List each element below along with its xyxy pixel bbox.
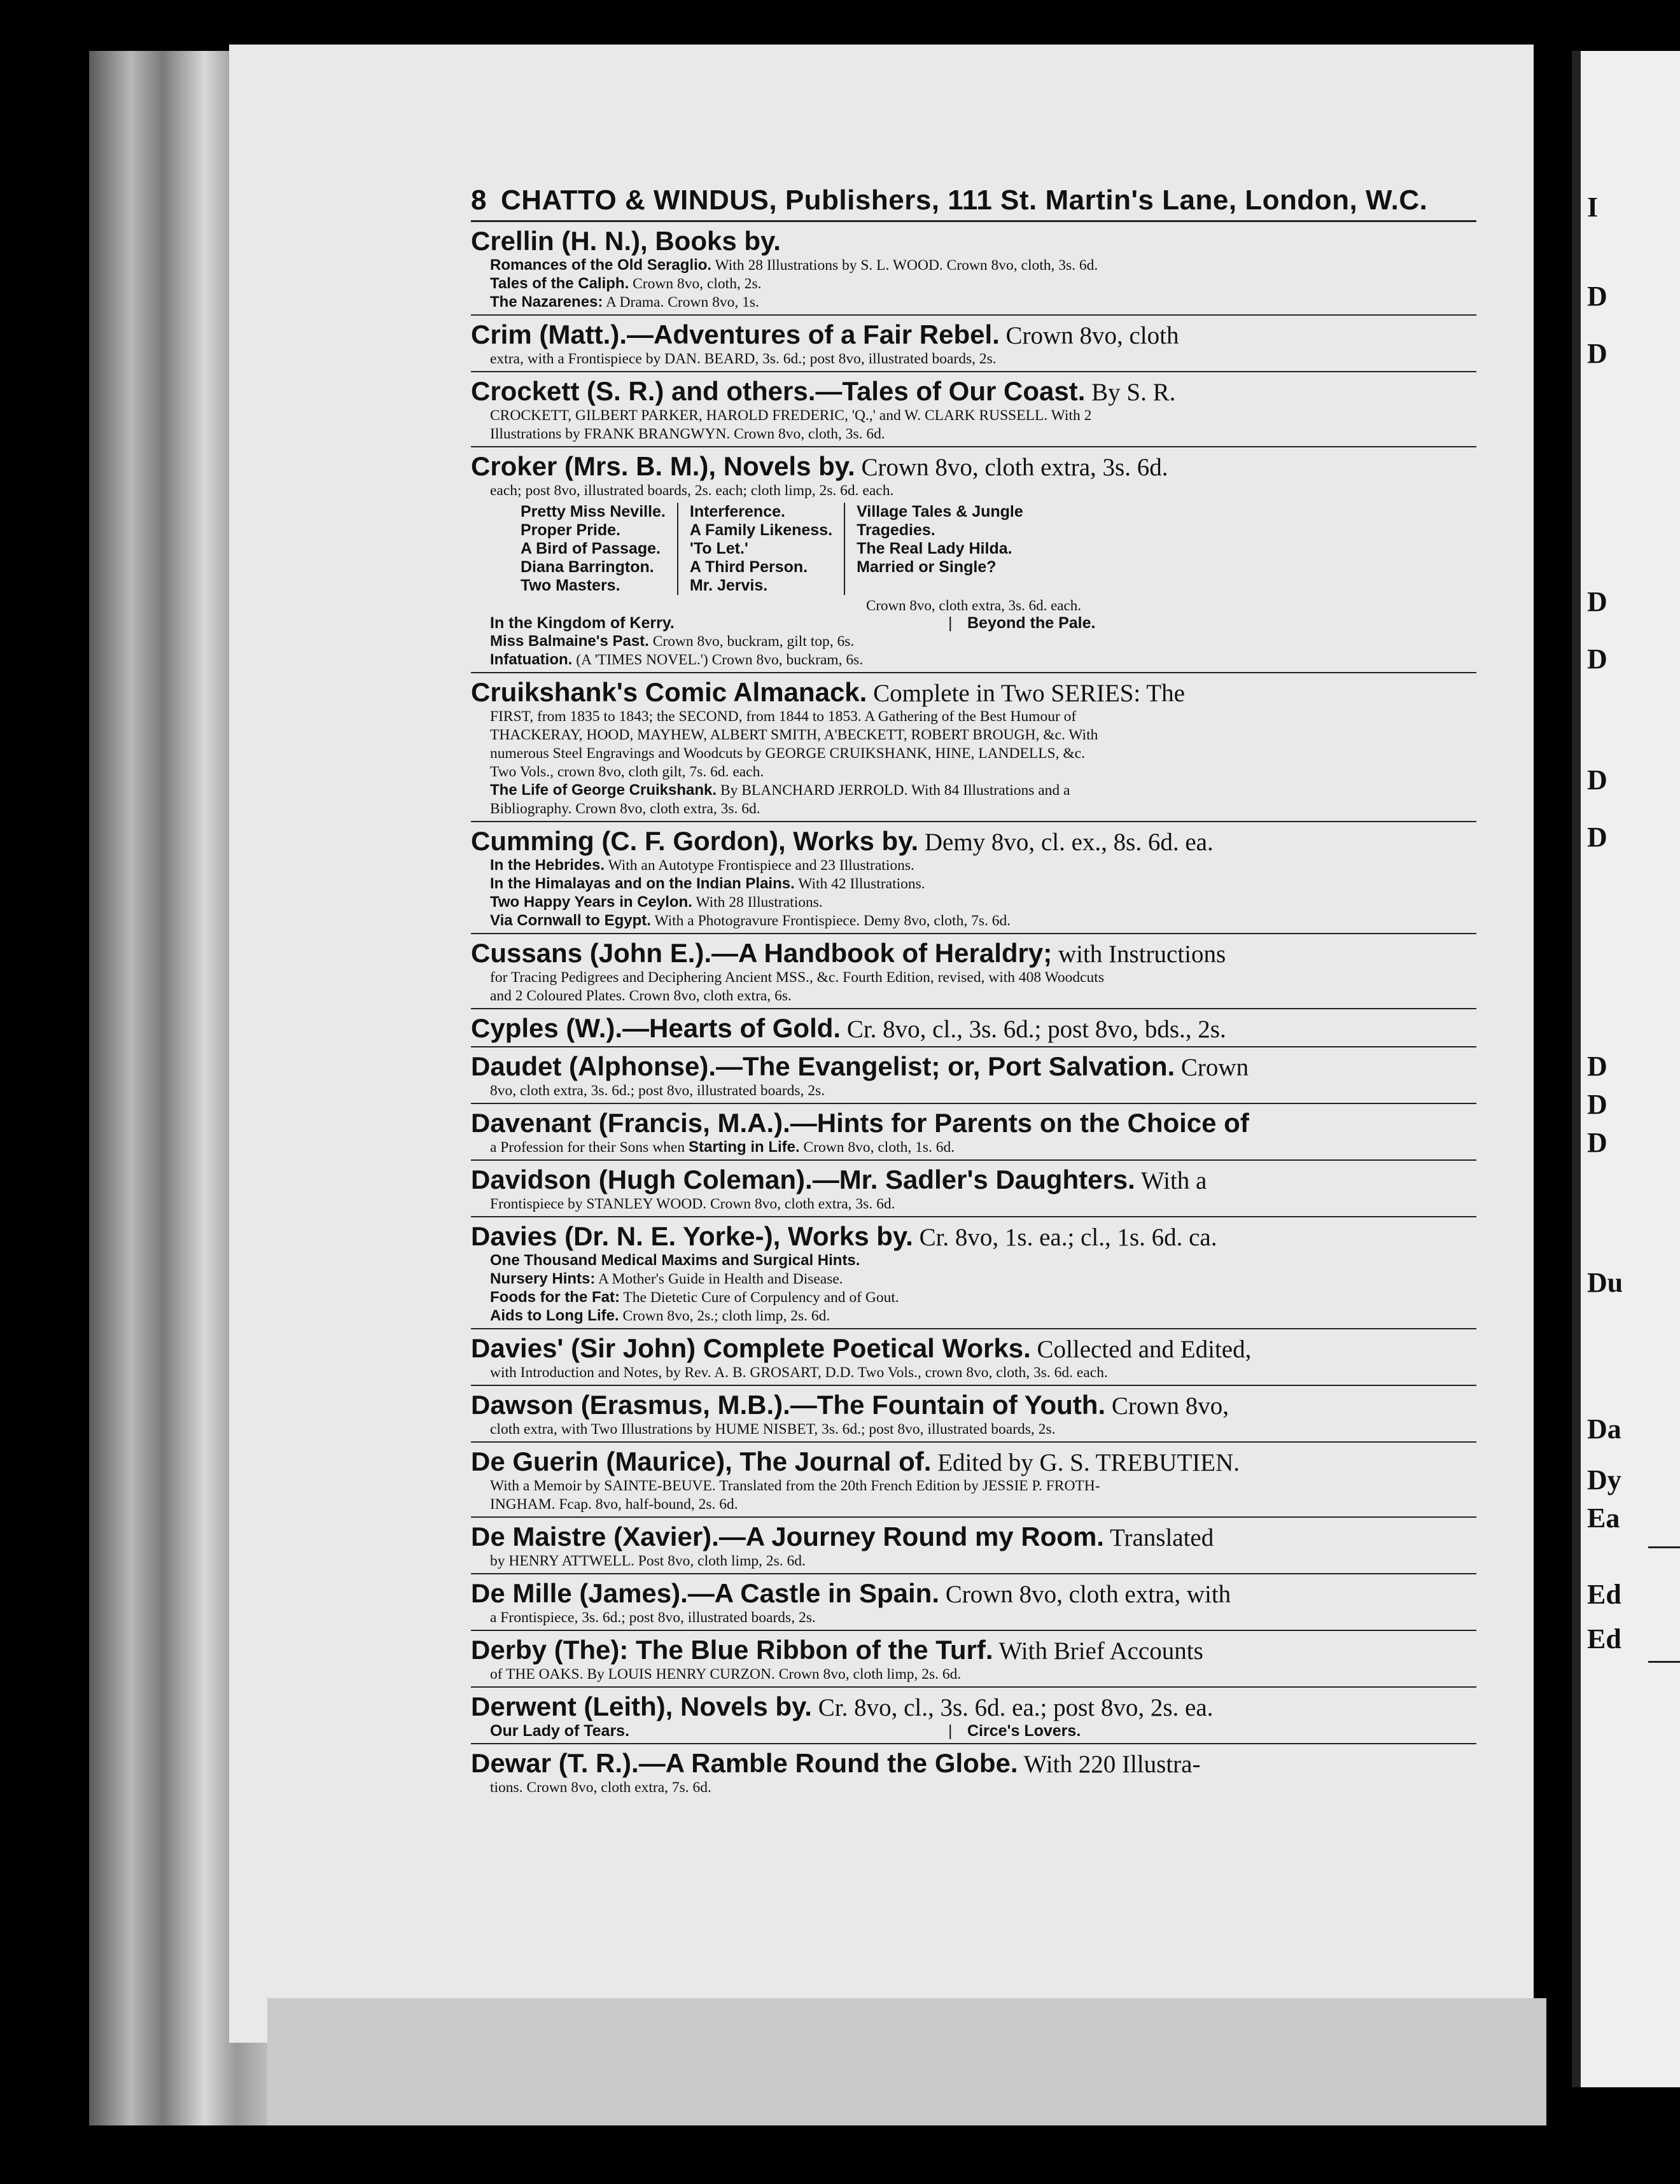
entry-heading (471, 1446, 1476, 1477)
page-shadow (267, 1998, 1546, 2125)
book-title: Via Cornwall to Egypt. (490, 912, 651, 929)
entry-detail-line (471, 1665, 1476, 1684)
entry-heading (471, 1748, 1476, 1779)
book-title: Foods for the Fat: (490, 1289, 620, 1306)
entry-heading-price: Crown 8vo, (1105, 1392, 1229, 1420)
detail-text: a Profession for their Sons when (490, 1139, 689, 1156)
entry-detail-line (471, 893, 1476, 912)
book-title: Nursery Hints: (490, 1270, 596, 1287)
entry-detail-line (471, 633, 1476, 651)
novel-title: Two Masters. (521, 577, 620, 594)
entry-detail-line (471, 987, 1476, 1005)
entry-heading (471, 677, 1476, 708)
entry-detail-line (471, 1195, 1476, 1214)
entry-heading (471, 1578, 1476, 1609)
facing-page-fragment: D (1587, 281, 1607, 312)
catalogue-entry (471, 447, 1476, 673)
novel-title: Our Lady of Tears. (490, 1722, 630, 1740)
detail-text: 8vo, cloth extra, 3s. 6d.; post 8vo, illustrated boards, 2s. (490, 1082, 825, 1099)
entry-heading-price: Crown 8vo, cloth (999, 322, 1179, 349)
title-column (844, 503, 1035, 595)
entry-heading-price: Cr. 8vo, 1s. ea.; cl., 1s. 6d. ca. (913, 1224, 1217, 1251)
facing-page-fragment: D (1587, 1051, 1607, 1082)
entry-detail-line (471, 1477, 1476, 1495)
novel-title: Tragedies. (857, 521, 935, 539)
catalogue-entry (471, 222, 1476, 316)
book-title: Aids to Long Life. (490, 1307, 619, 1324)
book-title: One Thousand Medical Maxims and Surgical Hints. (490, 1252, 860, 1269)
entry-heading-price: Cr. 8vo, cl., 3s. 6d.; post 8vo, bds., 2s. (841, 1016, 1226, 1043)
entry-detail-line (471, 1307, 1476, 1326)
entry-detail-line (471, 1138, 1476, 1157)
facing-page-fragment: Ea (1587, 1502, 1620, 1534)
page-number: 8 (471, 185, 487, 216)
author-and-title: De Maistre (Xavier).—A Journey Round my Room. (471, 1522, 1104, 1551)
entry-detail-line (471, 1364, 1476, 1382)
detail-text: INGHAM. Fcap. 8vo, half-bound, 2s. 6d. (490, 1496, 738, 1513)
detail-text: by HENRY ATTWELL. Post 8vo, cloth limp, 2s. 6d. (490, 1553, 806, 1569)
detail-text: A Drama. Crown 8vo, 1s. (603, 294, 759, 311)
author-and-title: Derwent (Leith), Novels by. (471, 1691, 812, 1721)
entry-detail-line (471, 1609, 1476, 1627)
detail-text: Two Vols., crown 8vo, cloth gilt, 7s. 6d. each. (490, 764, 764, 780)
entry-heading-price: With Brief Accounts (993, 1637, 1203, 1665)
author-and-title: Cumming (C. F. Gordon), Works by. (471, 826, 919, 856)
entry-detail-line (471, 969, 1476, 987)
entry-heading-price: Collected and Edited, (1030, 1336, 1252, 1363)
facing-page-fragment: Du (1587, 1267, 1623, 1298)
entry-heading-price: With a (1135, 1167, 1207, 1194)
entry-heading (471, 1390, 1476, 1420)
title-pair (471, 1722, 1476, 1740)
detail-text: a Frontispiece, 3s. 6d.; post 8vo, illustrated boards, 2s. (490, 1609, 816, 1626)
entry-detail-line (471, 1495, 1476, 1514)
catalogue-content (471, 185, 1476, 1800)
entry-heading-price: Demy 8vo, cl. ex., 8s. 6d. ea. (918, 829, 1214, 856)
book-title: The Life of George Cruikshank. (490, 781, 717, 799)
entry-heading (471, 938, 1476, 969)
entry-heading (471, 1635, 1476, 1665)
entry-heading (471, 1165, 1476, 1195)
detail-text: With a Photogravure Frontispiece. Demy 8vo, cloth, 7s. 6d. (650, 913, 1011, 929)
header-text: CHATTO & WINDUS, Publishers, 111 St. Martin's Lane, London, W.C. (500, 185, 1428, 216)
detail-text: Crown 8vo, 2s.; cloth limp, 2s. 6d. (619, 1308, 830, 1324)
entry-heading-price: Crown 8vo, cloth extra, with (939, 1581, 1231, 1608)
catalogue-entry (471, 1518, 1476, 1574)
detail-text: With a Memoir by SAINTE-BEUVE. Translated from the 20th French Edition by JESSIE P. FROTH- (490, 1478, 1100, 1494)
entry-heading (471, 1691, 1476, 1722)
entry-detail-line (471, 1779, 1476, 1797)
detail-text: Bibliography. Crown 8vo, cloth extra, 3s. 6d. (490, 801, 760, 817)
entry-detail-line (471, 763, 1476, 781)
novel-title: Mr. Jervis. (689, 577, 768, 594)
novel-title: A Third Person. (689, 558, 808, 576)
book-title: Two Happy Years in Ceylon. (490, 893, 692, 911)
entry-heading (471, 826, 1476, 857)
book-title: Romances of the Old Seraglio. (490, 256, 712, 274)
author-and-title: Dewar (T. R.).—A Ramble Round the Globe. (471, 1748, 1018, 1778)
author-and-title: Daudet (Alphonse).—The Evangelist; or, Port Salvation. (471, 1051, 1175, 1081)
author-and-title: Davenant (Francis, M.A.).—Hints for Parents on the Choice of (471, 1108, 1249, 1138)
entry-detail-line (471, 1082, 1476, 1100)
entry-detail-line (471, 800, 1476, 818)
facing-page-fragment: D (1587, 338, 1607, 369)
detail-text: With an Autotype Frontispiece and 23 Illustrations. (605, 857, 914, 874)
facing-page-fragment: Ed (1587, 1623, 1621, 1655)
entry-heading-price: Crown 8vo, cloth extra, 3s. 6d. (855, 454, 1168, 481)
facing-page-fragment: D (1587, 1089, 1607, 1120)
author-and-title: Davies' (Sir John) Complete Poetical Works. (471, 1333, 1031, 1363)
entry-heading-price: Cr. 8vo, cl., 3s. 6d. ea.; post 8vo, 2s. ea. (811, 1694, 1214, 1721)
author-and-title: Crim (Matt.).—Adventures of a Fair Rebel. (471, 319, 1000, 349)
catalogue-entry (471, 1631, 1476, 1688)
book-title: In the Hebrides. (490, 857, 605, 874)
author-and-title: Davidson (Hugh Coleman).—Mr. Sadler's Daughters. (471, 1165, 1135, 1194)
facing-page-fragment: D (1587, 586, 1607, 617)
author-and-title: Cruikshank's Comic Almanack. (471, 677, 867, 707)
novel-title: Diana Barrington. (521, 558, 654, 576)
catalogue-entry (471, 372, 1476, 447)
catalogue-entry (471, 316, 1476, 372)
book-title: Miss Balmaine's Past. (490, 633, 649, 650)
detail-text: (A 'TIMES NOVEL.') Crown 8vo, buckram, 6s. (572, 652, 864, 668)
novel-title: Married or Single? (857, 558, 997, 576)
catalogue-entry (471, 1744, 1476, 1800)
entry-detail-line (471, 1289, 1476, 1307)
detail-text: CROCKETT, GILBERT PARKER, HAROLD FREDERIC, 'Q.,' and W. CLARK RUSSELL. With 2 (490, 407, 1092, 424)
entry-heading (471, 1333, 1476, 1364)
catalogue-entry (471, 1574, 1476, 1631)
separator: | (948, 1722, 953, 1740)
entry-detail-line (471, 350, 1476, 368)
catalogue-entry (471, 1009, 1476, 1047)
entry-detail-line (471, 275, 1476, 293)
catalogue-entry (471, 1104, 1476, 1161)
entry-heading-price: With 220 Illustra- (1018, 1751, 1201, 1778)
novel-title: The Real Lady Hilda. (857, 540, 1012, 557)
detail-text: Crown 8vo, cloth, 2s. (629, 276, 762, 292)
entry-detail-line (471, 651, 1476, 669)
facing-page-rule (1648, 1546, 1680, 1548)
entry-heading (471, 1013, 1476, 1044)
entry-heading (471, 376, 1476, 407)
author-and-title: Crockett (S. R.) and others.—Tales of Our Coast. (471, 376, 1086, 406)
entry-detail-line (471, 708, 1476, 726)
author-and-title: Croker (Mrs. B. M.), Novels by. (471, 451, 855, 481)
entry-detail-line (471, 1552, 1476, 1571)
book-title: In the Himalayas and on the Indian Plains. (490, 875, 795, 892)
detail-text: each; post 8vo, illustrated boards, 2s. each; cloth limp, 2s. 6d. each. (490, 482, 894, 499)
entry-detail-line (471, 1270, 1476, 1289)
novel-title: Village Tales & Jungle (857, 503, 1023, 521)
entry-detail-line (471, 1420, 1476, 1439)
title-column (509, 503, 677, 595)
book-title: Starting in Life. (688, 1138, 800, 1156)
catalogue-entry (471, 1386, 1476, 1443)
entry-heading-price: By S. R. (1085, 379, 1176, 406)
entry-detail-line (471, 912, 1476, 930)
novel-title: A Family Likeness. (689, 521, 833, 539)
detail-text: tions. Crown 8vo, cloth extra, 7s. 6d. (490, 1779, 711, 1796)
title-columns (509, 503, 1476, 595)
facing-page-fragment: Ed (1587, 1579, 1621, 1610)
book-title: Tales of the Caliph. (490, 275, 629, 292)
detail-text: With 42 Illustrations. (794, 876, 925, 892)
detail-text: and 2 Coloured Plates. Crown 8vo, cloth extra, 6s. (490, 988, 792, 1004)
novel-title: Circe's Lovers. (967, 1722, 1081, 1740)
detail-text: A Mother's Guide in Health and Disease. (595, 1271, 843, 1287)
entry-heading (471, 226, 1476, 256)
detail-text: The Dietetic Cure of Corpulency and of Gout. (619, 1289, 899, 1306)
entry-heading-price: Complete in Two SERIES: The (867, 680, 1185, 707)
detail-text: With 28 Illustrations. (692, 894, 823, 911)
catalogue-entry (471, 1217, 1476, 1329)
entry-detail-line (471, 875, 1476, 893)
entry-detail-line (471, 482, 1476, 500)
detail-text: FIRST, from 1835 to 1843; the SECOND, from 1844 to 1853. A Gathering of the Best Humour of (490, 708, 1077, 725)
detail-text: numerous Steel Engravings and Woodcuts by GEORGE CRUIKSHANK, HINE, LANDELLS, &c. (490, 745, 1085, 762)
entry-detail-line (471, 256, 1476, 275)
facing-page-fragment: D (1587, 1127, 1607, 1158)
entry-heading (471, 451, 1476, 482)
detail-text: THACKERAY, HOOD, MAYHEW, ALBERT SMITH, A'BECKETT, ROBERT BROUGH, &c. With (490, 727, 1098, 743)
entry-heading (471, 319, 1476, 350)
facing-page (1572, 51, 1680, 2087)
entry-heading-price: Translated (1103, 1524, 1214, 1551)
running-header (471, 185, 1476, 222)
detail-text: extra, with a Frontispiece by DAN. BEARD, 3s. 6d.; post 8vo, illustrated boards, 2s. (490, 351, 997, 367)
catalogue-entry (471, 1329, 1476, 1386)
detail-text: with Introduction and Notes, by Rev. A. B. GROSART, D.D. Two Vols., crown 8vo, cloth, 3s. 6d. each. (490, 1364, 1108, 1381)
novel-title: A Bird of Passage. (521, 540, 661, 557)
entry-heading-price: with Instructions (1052, 941, 1226, 968)
entry-detail-line (471, 293, 1476, 312)
facing-page-fragment: D (1587, 822, 1607, 853)
detail-text: With 28 Illustrations by S. L. WOOD. Crown 8vo, cloth, 3s. 6d. (711, 257, 1098, 274)
entry-detail-line (471, 726, 1476, 745)
catalogue-entry (471, 1047, 1476, 1104)
novel-title: 'To Let.' (689, 540, 748, 557)
detail-text: of THE OAKS. By LOUIS HENRY CURZON. Crown 8vo, cloth limp, 2s. 6d. (490, 1666, 962, 1683)
entry-heading (471, 1051, 1476, 1082)
novel-title: Proper Pride. (521, 521, 620, 539)
facing-page-fragment: Dy (1587, 1464, 1621, 1495)
entry-detail-line (471, 407, 1476, 425)
author-and-title: Crellin (H. N.), Books by. (471, 226, 781, 256)
entry-detail-line (471, 1252, 1476, 1270)
catalogue-entry (471, 1161, 1476, 1217)
price-note: Crown 8vo, cloth extra, 3s. 6d. each. (866, 598, 1081, 613)
entry-heading-price: Edited by G. S. TREBUTIEN. (931, 1449, 1240, 1476)
facing-page-fragment: D (1587, 643, 1607, 675)
entry-heading-price: Crown (1175, 1054, 1249, 1081)
facing-page-fragment: I (1587, 192, 1599, 223)
facing-page-rule (1648, 1661, 1680, 1663)
detail-text: Frontispiece by STANLEY WOOD. Crown 8vo, cloth extra, 3s. 6d. (490, 1196, 895, 1212)
novel-title: Pretty Miss Neville. (521, 503, 666, 521)
detail-text: Crown 8vo, buckram, gilt top, 6s. (648, 633, 855, 650)
title-column (677, 503, 844, 595)
author-and-title: Dawson (Erasmus, M.B.).—The Fountain of Youth. (471, 1390, 1106, 1420)
catalogue-entry (471, 822, 1476, 934)
detail-text: By BLANCHARD JERROLD. With 84 Illustrations and a (717, 782, 1070, 799)
entry-list (471, 222, 1476, 1800)
separator: | (948, 614, 953, 632)
book-title: Infatuation. (490, 651, 573, 668)
detail-text: for Tracing Pedigrees and Deciphering Ancient MSS., &c. Fourth Edition, revised, with 408 Woodcuts (490, 969, 1104, 986)
entry-detail-line (471, 745, 1476, 763)
entry-heading (471, 1221, 1476, 1252)
author-and-title: De Guerin (Maurice), The Journal of. (471, 1446, 932, 1476)
book-title: The Nazarenes: (490, 293, 603, 311)
author-and-title: Cyples (W.).—Hearts of Gold. (471, 1013, 841, 1043)
title-pair (471, 614, 1476, 633)
entry-detail-line (471, 857, 1476, 875)
detail-text: Crown 8vo, cloth, 1s. 6d. (799, 1139, 955, 1156)
catalogue-entry (471, 934, 1476, 1009)
facing-page-fragment: Da (1587, 1413, 1621, 1445)
facing-page-fragment: D (1587, 764, 1607, 795)
entry-detail-line (471, 425, 1476, 444)
author-and-title: Derby (The): The Blue Ribbon of the Turf. (471, 1635, 993, 1665)
catalogue-entry (471, 1688, 1476, 1744)
author-and-title: Davies (Dr. N. E. Yorke-), Works by. (471, 1221, 913, 1251)
author-and-title: Cussans (John E.).—A Handbook of Heraldry; (471, 938, 1053, 968)
entry-detail-line (471, 781, 1476, 800)
novel-title: In the Kingdom of Kerry. (490, 614, 675, 632)
novel-title: Beyond the Pale. (967, 614, 1096, 632)
entry-heading (471, 1108, 1476, 1138)
author-and-title: De Mille (James).—A Castle in Spain. (471, 1578, 939, 1608)
entry-heading (471, 1522, 1476, 1552)
novel-title: Interference. (689, 503, 785, 521)
catalogue-entry (471, 1443, 1476, 1518)
detail-text: Illustrations by FRANK BRANGWYN. Crown 8vo, cloth, 3s. 6d. (490, 426, 885, 442)
catalogue-entry (471, 673, 1476, 822)
detail-text: cloth extra, with Two Illustrations by HUME NISBET, 3s. 6d.; post 8vo, illustrated boards, 2s. (490, 1421, 1056, 1438)
